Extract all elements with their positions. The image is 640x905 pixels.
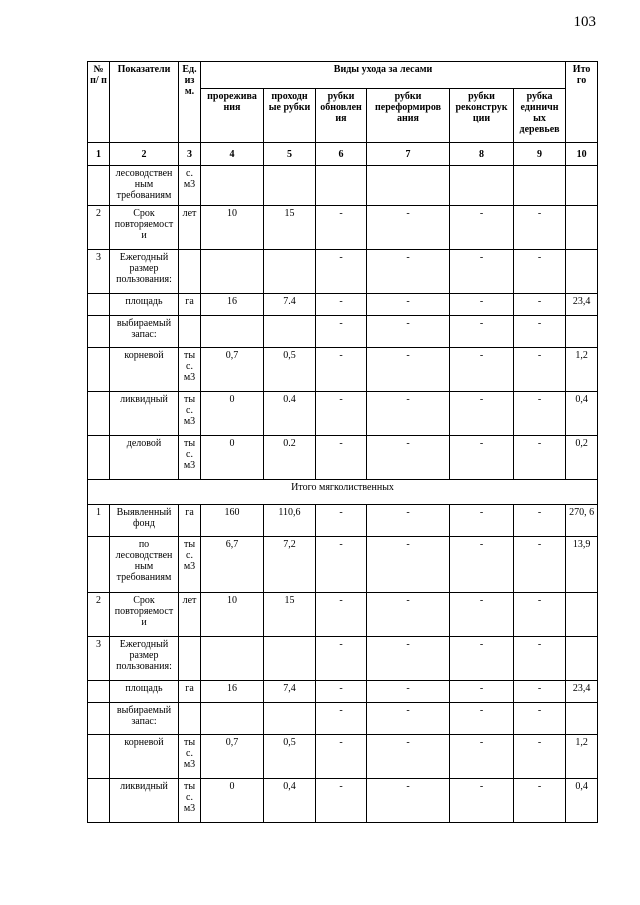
- table-cell: [179, 250, 201, 294]
- table-cell: [88, 348, 110, 392]
- table-cell: -: [514, 537, 566, 593]
- table-cell: [264, 166, 316, 206]
- table-cell: 0: [201, 436, 264, 480]
- column-number: 8: [450, 143, 514, 166]
- table-cell: деловой: [110, 436, 179, 480]
- table-cell: Ежегодный размер пользования:: [110, 250, 179, 294]
- table-cell: 16: [201, 294, 264, 316]
- table-cell: [201, 166, 264, 206]
- table-cell: га: [179, 294, 201, 316]
- table-cell: -: [316, 392, 367, 436]
- table-cell: -: [450, 779, 514, 823]
- table-row: [88, 593, 598, 637]
- table-cell: 0,5: [264, 735, 316, 779]
- table-cell: [88, 166, 110, 206]
- table-cell: -: [316, 348, 367, 392]
- table-cell: 0.2: [264, 436, 316, 480]
- table-cell: корневой: [110, 348, 179, 392]
- table-cell: -: [367, 637, 450, 681]
- table-row: [88, 348, 598, 392]
- table-cell: по лесоводствен ным требованиям: [110, 537, 179, 593]
- header-type-6: рубка единичн ых деревьев: [514, 89, 566, 143]
- table-cell: [264, 637, 316, 681]
- column-number: 5: [264, 143, 316, 166]
- table-cell: -: [367, 348, 450, 392]
- table-cell: [201, 316, 264, 348]
- table-cell: -: [514, 593, 566, 637]
- table-cell: [88, 392, 110, 436]
- table-cell: [88, 681, 110, 703]
- table-cell: ты с. м3: [179, 537, 201, 593]
- header-total: Ито го: [566, 62, 598, 143]
- table-cell: -: [514, 637, 566, 681]
- header-type-4: рубки переформиров ания: [367, 89, 450, 143]
- table-cell: -: [367, 703, 450, 735]
- table-cell: -: [316, 436, 367, 480]
- table-cell: [201, 637, 264, 681]
- table-row: [88, 703, 598, 735]
- table-cell: -: [316, 593, 367, 637]
- table-cell: [514, 166, 566, 206]
- table-cell: 0,2: [566, 436, 598, 480]
- table-cell: ликвидный: [110, 779, 179, 823]
- header-type-3: рубки обновлен ия: [316, 89, 367, 143]
- header-type-1: прорежива ния: [201, 89, 264, 143]
- column-number: 1: [88, 143, 110, 166]
- header-type-5: рубки реконструк ции: [450, 89, 514, 143]
- table-cell: 15: [264, 593, 316, 637]
- table-cell: ликвидный: [110, 392, 179, 436]
- table-cell: -: [367, 537, 450, 593]
- table-cell: -: [450, 392, 514, 436]
- table-cell: 1,2: [566, 735, 598, 779]
- table-cell: -: [450, 250, 514, 294]
- table-cell: [264, 316, 316, 348]
- table-cell: -: [514, 294, 566, 316]
- header-num: № п/ п: [88, 62, 110, 143]
- table-cell: 2: [88, 593, 110, 637]
- table-cell: 6,7: [201, 537, 264, 593]
- table-cell: [88, 537, 110, 593]
- table-cell: 16: [201, 681, 264, 703]
- table-cell: площадь: [110, 681, 179, 703]
- table-cell: корневой: [110, 735, 179, 779]
- header-types-title: Виды ухода за лесами: [201, 62, 566, 89]
- table-cell: [88, 316, 110, 348]
- table-cell: -: [367, 779, 450, 823]
- table-cell: -: [367, 735, 450, 779]
- table-cell: 160: [201, 505, 264, 537]
- table-cell: лет: [179, 206, 201, 250]
- table-cell: -: [316, 206, 367, 250]
- table-cell: [367, 166, 450, 206]
- table-cell: -: [514, 250, 566, 294]
- table-cell: 3: [88, 637, 110, 681]
- header-indicators: Показатели: [110, 62, 179, 143]
- table-cell: -: [450, 316, 514, 348]
- table-row: [88, 681, 598, 703]
- table-cell: -: [514, 779, 566, 823]
- column-number: 9: [514, 143, 566, 166]
- table-cell: [179, 703, 201, 735]
- table-row: [88, 294, 598, 316]
- table-cell: 0,4: [566, 392, 598, 436]
- table-cell: -: [514, 735, 566, 779]
- table-row: [88, 779, 598, 823]
- table-cell: -: [450, 703, 514, 735]
- table-cell: 0,7: [201, 348, 264, 392]
- table-cell: ты с. м3: [179, 779, 201, 823]
- table-cell: 0,5: [264, 348, 316, 392]
- table-cell: [264, 703, 316, 735]
- table-cell: [566, 316, 598, 348]
- table-cell: 0,4: [566, 779, 598, 823]
- table-cell: [88, 294, 110, 316]
- table-cell: -: [316, 537, 367, 593]
- section-title: Итого мягколиственных: [88, 480, 598, 505]
- table-cell: -: [367, 316, 450, 348]
- table-cell: [566, 206, 598, 250]
- table-cell: 0: [201, 392, 264, 436]
- table-cell: 0: [201, 779, 264, 823]
- table-cell: -: [450, 537, 514, 593]
- table-cell: [201, 250, 264, 294]
- table-cell: 23,4: [566, 294, 598, 316]
- table-cell: 0.4: [264, 392, 316, 436]
- table-cell: ты с. м3: [179, 392, 201, 436]
- table-cell: Ежегодный размер пользования:: [110, 637, 179, 681]
- table-row: [88, 206, 598, 250]
- table-cell: -: [514, 348, 566, 392]
- table-cell: 270, 6: [566, 505, 598, 537]
- table-cell: [450, 166, 514, 206]
- table-cell: 0,4: [264, 779, 316, 823]
- table-cell: -: [367, 250, 450, 294]
- table-cell: 7.4: [264, 294, 316, 316]
- table-cell: -: [514, 206, 566, 250]
- table-cell: Срок повторяемост и: [110, 206, 179, 250]
- column-number: 6: [316, 143, 367, 166]
- table-cell: 3: [88, 250, 110, 294]
- table-cell: -: [450, 436, 514, 480]
- column-number: 2: [110, 143, 179, 166]
- table-cell: [179, 316, 201, 348]
- table-cell: 2: [88, 206, 110, 250]
- table-cell: Выявленный фонд: [110, 505, 179, 537]
- table-cell: ты с. м3: [179, 436, 201, 480]
- table-cell: -: [367, 505, 450, 537]
- page-number: 103: [573, 14, 596, 30]
- table-cell: -: [316, 703, 367, 735]
- table-cell: -: [450, 206, 514, 250]
- table-cell: 1,2: [566, 348, 598, 392]
- table-cell: -: [450, 505, 514, 537]
- table-cell: -: [514, 681, 566, 703]
- table-cell: 110,6: [264, 505, 316, 537]
- table-cell: -: [450, 637, 514, 681]
- table-cell: выбираемый запас:: [110, 703, 179, 735]
- table-cell: [566, 250, 598, 294]
- table-cell: 7,2: [264, 537, 316, 593]
- table-cell: с. м3: [179, 166, 201, 206]
- table-cell: -: [514, 316, 566, 348]
- table-cell: -: [367, 681, 450, 703]
- table-row: [88, 316, 598, 348]
- table-cell: [88, 703, 110, 735]
- table-row: [88, 735, 598, 779]
- table-cell: ты с. м3: [179, 348, 201, 392]
- table-row: [88, 166, 598, 206]
- table-cell: выбираемый запас:: [110, 316, 179, 348]
- table-cell: -: [450, 294, 514, 316]
- column-number: 7: [367, 143, 450, 166]
- table-cell: ты с. м3: [179, 735, 201, 779]
- table-cell: [88, 436, 110, 480]
- table-cell: лет: [179, 593, 201, 637]
- table-row: [88, 537, 598, 593]
- table-cell: -: [450, 593, 514, 637]
- table-cell: 1: [88, 505, 110, 537]
- table-cell: -: [367, 392, 450, 436]
- table-cell: -: [316, 735, 367, 779]
- table-cell: [88, 735, 110, 779]
- table-cell: -: [316, 505, 367, 537]
- table-cell: -: [316, 316, 367, 348]
- table-cell: -: [367, 436, 450, 480]
- table-cell: [566, 593, 598, 637]
- table-cell: -: [316, 294, 367, 316]
- table-cell: 10: [201, 593, 264, 637]
- table-cell: 23,4: [566, 681, 598, 703]
- table-cell: -: [450, 681, 514, 703]
- table-cell: -: [367, 294, 450, 316]
- table-cell: 10: [201, 206, 264, 250]
- table-cell: Срок повторяемост и: [110, 593, 179, 637]
- table-cell: га: [179, 681, 201, 703]
- column-number: 10: [566, 143, 598, 166]
- table-cell: [264, 250, 316, 294]
- table-cell: лесоводствен ным требованиям: [110, 166, 179, 206]
- table-row: [88, 392, 598, 436]
- table-cell: [88, 779, 110, 823]
- table-cell: -: [514, 392, 566, 436]
- table-cell: [566, 637, 598, 681]
- table-row: [88, 436, 598, 480]
- table-row: [88, 637, 598, 681]
- table-cell: [566, 166, 598, 206]
- table-cell: [201, 703, 264, 735]
- table-cell: -: [316, 250, 367, 294]
- table-cell: [566, 703, 598, 735]
- header-unit: Ед. из м.: [179, 62, 201, 143]
- header-type-2: проходн ые рубки: [264, 89, 316, 143]
- table-cell: -: [316, 681, 367, 703]
- column-number: 4: [201, 143, 264, 166]
- table-cell: -: [514, 703, 566, 735]
- table-cell: -: [514, 505, 566, 537]
- table-cell: 15: [264, 206, 316, 250]
- table-cell: -: [367, 593, 450, 637]
- table-cell: 13,9: [566, 537, 598, 593]
- table-cell: -: [450, 348, 514, 392]
- table-cell: -: [367, 206, 450, 250]
- column-number: 3: [179, 143, 201, 166]
- table-cell: -: [316, 779, 367, 823]
- table-cell: 0,7: [201, 735, 264, 779]
- table-cell: -: [450, 735, 514, 779]
- table-cell: [179, 637, 201, 681]
- table-cell: площадь: [110, 294, 179, 316]
- table-cell: 7,4: [264, 681, 316, 703]
- table-cell: -: [514, 436, 566, 480]
- table-cell: [316, 166, 367, 206]
- forest-care-table: [87, 61, 598, 823]
- table-row: [88, 505, 598, 537]
- table-row: [88, 250, 598, 294]
- table-cell: -: [316, 637, 367, 681]
- table-cell: га: [179, 505, 201, 537]
